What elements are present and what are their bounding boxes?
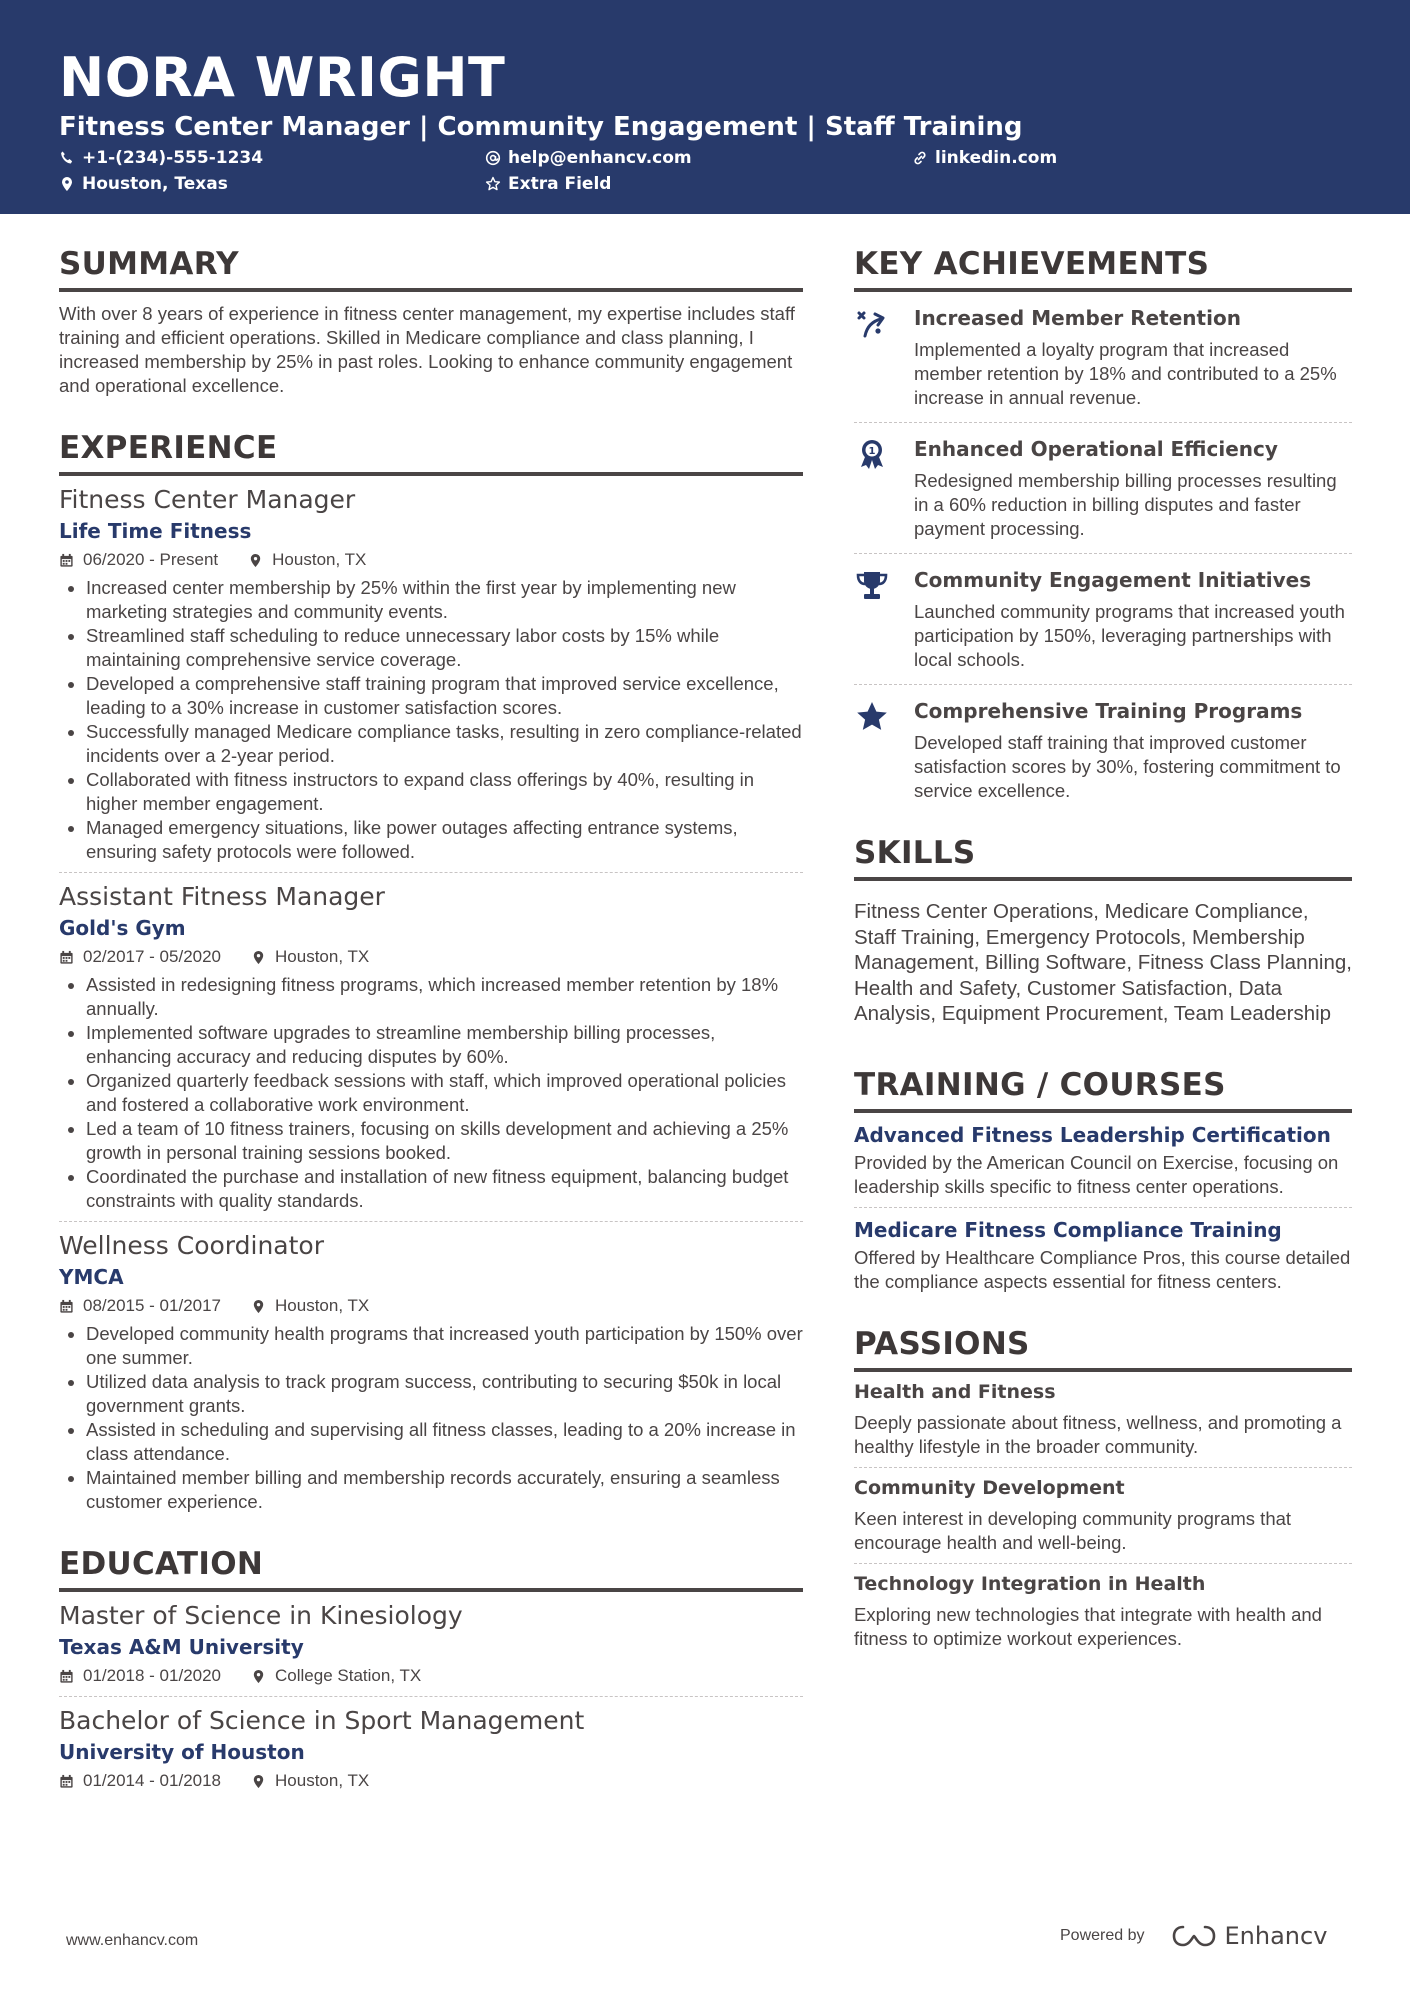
company-name: Gold's Gym — [59, 916, 186, 940]
education-entry — [59, 1592, 803, 1696]
course-title: Medicare Fitness Compliance Training — [854, 1217, 1282, 1242]
passion-desc: Deeply passionate about fitness, wellness, and promoting a healthy lifestyle in the broader community. — [854, 1411, 1342, 1457]
bullet-item: • Successfully managed Medicare compliance tasks, resulting in zero compliance-related incidents over a 2-year period. — [86, 720, 803, 768]
experience-entry — [59, 1221, 803, 1522]
location-text: Houston, Texas — [82, 174, 228, 194]
skills-section — [854, 833, 1352, 1027]
passion-item — [854, 1372, 1352, 1467]
map-pin-icon — [251, 950, 266, 965]
at-icon — [485, 150, 501, 166]
bullet-item: • Developed community health programs that increased youth participation by 150% over one summer. — [86, 1322, 803, 1370]
job-title: Fitness Center Manager — [59, 485, 356, 514]
job-title: Wellness Coordinator — [59, 1231, 324, 1260]
bullet-list — [59, 576, 803, 864]
map-pin-icon — [251, 1299, 266, 1314]
course-desc: Provided by the American Council on Exercise, focusing on leadership skills specific to fitness center operations. — [854, 1151, 1339, 1197]
section-title-skills: SKILLS — [854, 833, 1352, 881]
enhancv-logo-icon — [1171, 1923, 1217, 1949]
education-entry — [59, 1696, 803, 1801]
course-item — [854, 1113, 1352, 1207]
entry-dates: 06/2020 - Present — [83, 550, 219, 569]
bullet-item: • Collaborated with fitness instructors to expand class offerings by 40%, resulting in higher member engagement. — [86, 768, 803, 816]
linkedin-text: linkedin.com — [935, 148, 1058, 168]
entry-location: College Station, TX — [275, 1666, 422, 1685]
location-contact — [59, 173, 228, 195]
entry-location-group — [251, 945, 369, 969]
achievement-item — [854, 553, 1352, 684]
experience-entry — [59, 872, 803, 1221]
entry-location: Houston, TX — [272, 550, 367, 569]
achievement-desc: Launched community programs that increased youth participation by 150%, leveraging partnerships with local schools. — [914, 601, 1345, 670]
school-name: Texas A&M University — [59, 1635, 304, 1659]
company-name: YMCA — [59, 1265, 124, 1289]
section-title-achievements: KEY ACHIEVEMENTS — [854, 244, 1352, 292]
bullet-item: • Managed emergency situations, like power outages affecting entrance systems, ensuring safety protocols were followed. — [86, 816, 803, 864]
bullet-list — [59, 973, 803, 1213]
section-title-passions: PASSIONS — [854, 1324, 1352, 1372]
calendar-icon — [59, 950, 74, 965]
achievements-section — [854, 244, 1352, 815]
bullet-item: • Coordinated the purchase and installation of new fitness equipment, balancing budget constraints with quality standards. — [86, 1165, 803, 1213]
bullet-item: • Assisted in redesigning fitness programs, which increased member retention by 18% annually. — [86, 973, 803, 1021]
achievement-title: Comprehensive Training Programs — [914, 699, 1303, 723]
achievement-item — [854, 292, 1352, 422]
achievement-desc: Developed staff training that improved customer satisfaction scores by 30%, fostering commitment to service excellence. — [914, 732, 1341, 801]
course-title: Advanced Fitness Leadership Certification — [854, 1122, 1331, 1147]
achievement-desc: Redesigned membership billing processes resulting in a 60% reduction in billing disputes and faster payment processing. — [914, 470, 1337, 539]
email-text: help@enhancv.com — [508, 148, 692, 168]
bullet-item: • Increased center membership by 25% within the first year by implementing new marketing strategies and community events. — [86, 576, 803, 624]
email-contact[interactable] — [485, 147, 692, 169]
entry-dates: 01/2018 - 01/2020 — [83, 1666, 222, 1685]
extra-field — [485, 173, 611, 195]
star-outline-icon — [485, 176, 501, 192]
company-name: Life Time Fitness — [59, 519, 252, 543]
section-title-education: EDUCATION — [59, 1544, 803, 1592]
linkedin-contact[interactable] — [912, 147, 1057, 169]
passion-title: Community Development — [854, 1476, 1125, 1499]
school-name: University of Houston — [59, 1740, 305, 1764]
job-title: Assistant Fitness Manager — [59, 882, 385, 911]
degree-title: Bachelor of Science in Sport Management — [59, 1706, 585, 1735]
strategy-icon — [854, 306, 890, 342]
brand-name: Enhancv — [1224, 1922, 1328, 1950]
resume-header — [0, 0, 1410, 214]
bullet-item: • Assisted in scheduling and supervising all fitness classes, leading to a 20% increase in class attendance. — [86, 1418, 803, 1466]
left-column — [59, 244, 803, 1831]
bullet-item: • Maintained member billing and membership records accurately, ensuring a seamless customer experience. — [86, 1466, 803, 1514]
star-icon — [854, 699, 890, 735]
passion-item — [854, 1563, 1352, 1659]
entry-meta — [59, 945, 803, 969]
bullet-list — [59, 1322, 803, 1514]
entry-location-group — [251, 1294, 369, 1318]
section-title-training: TRAINING / COURSES — [854, 1065, 1352, 1113]
achievement-title: Community Engagement Initiatives — [914, 568, 1312, 592]
passion-desc: Exploring new technologies that integrate with health and fitness to optimize workout experiences. — [854, 1603, 1322, 1649]
calendar-icon — [59, 1299, 74, 1314]
passions-section — [854, 1324, 1352, 1659]
passion-title: Technology Integration in Health — [854, 1572, 1206, 1595]
summary-text: With over 8 years of experience in fitness center management, my expertise includes staff training and efficient operations. Skilled in Medicare compliance and class planning, I increased membership by 25% in past roles. Looking to enhance community engagement and operational excellence. — [59, 303, 795, 396]
bullet-item: • Streamlined staff scheduling to reduce unnecessary labor costs by 15% while maintaining comprehensive service coverage. — [86, 624, 803, 672]
passion-title: Health and Fitness — [854, 1380, 1056, 1403]
right-column — [854, 244, 1352, 1689]
bullet-item: • Utilized data analysis to track program success, contributing to securing $50k in local government grants. — [86, 1370, 803, 1418]
entry-location-group — [251, 1769, 369, 1793]
bullet-item: • Implemented software upgrades to streamline membership billing processes, enhancing accuracy and reducing disputes by 60%. — [86, 1021, 803, 1069]
bullet-item: • Developed a comprehensive staff training program that improved service excellence, leading to a 30% increase in customer satisfaction scores. — [86, 672, 803, 720]
passion-desc: Keen interest in developing community programs that encourage health and well-being. — [854, 1507, 1292, 1553]
achievement-title: Enhanced Operational Efficiency — [914, 437, 1278, 461]
map-pin-icon — [251, 1669, 266, 1684]
bullet-item: • Led a team of 10 fitness trainers, focusing on skills development and achieving a 25% growth in personal training sessions booked. — [86, 1117, 803, 1165]
entry-dates: 01/2014 - 01/2018 — [83, 1771, 222, 1790]
achievement-item — [854, 684, 1352, 815]
extra-text: Extra Field — [508, 174, 612, 194]
entry-location: Houston, TX — [275, 947, 370, 966]
skills-text: Fitness Center Operations, Medicare Compliance, Staff Training, Emergency Protocols, Membership Management, Billing Software, Fitness Class Planning, Health and Safety, Customer Satisfaction, Data Analysis, Equipment Procurement, Team Leadership — [854, 900, 1352, 1025]
phone-icon — [59, 150, 75, 166]
phone-contact[interactable] — [59, 147, 263, 169]
map-pin-icon — [248, 553, 263, 568]
experience-section — [59, 428, 803, 1522]
entry-meta — [59, 1664, 803, 1688]
passion-item — [854, 1467, 1352, 1563]
training-section — [854, 1065, 1352, 1302]
trophy-icon — [854, 568, 890, 604]
headline: Fitness Center Manager | Community Engagement | Staff Training — [59, 112, 1023, 142]
entry-location: Houston, TX — [275, 1296, 370, 1315]
section-title-experience: EXPERIENCE — [59, 428, 803, 476]
candidate-name: NORA WRIGHT — [59, 46, 506, 109]
experience-entry — [59, 476, 803, 872]
entry-location-group — [251, 1664, 421, 1688]
map-pin-icon — [251, 1774, 266, 1789]
award-ribbon-icon — [854, 437, 890, 473]
entry-location-group — [248, 548, 366, 572]
svg-text:1: 1 — [868, 446, 876, 457]
powered-by-label: Powered by — [1060, 1927, 1145, 1944]
achievement-item — [854, 422, 1352, 553]
entry-meta — [59, 1294, 803, 1318]
achievement-desc: Implemented a loyalty program that increased member retention by 18% and contributed to a 25% increase in annual revenue. — [914, 339, 1337, 408]
summary-section — [59, 244, 803, 398]
entry-dates: 08/2015 - 01/2017 — [83, 1296, 222, 1315]
course-desc: Offered by Healthcare Compliance Pros, this course detailed the compliance aspects essential for fitness centers. — [854, 1246, 1351, 1292]
calendar-icon — [59, 1669, 74, 1684]
section-title-summary: SUMMARY — [59, 244, 803, 292]
footer-website[interactable]: www.enhancv.com — [66, 1932, 199, 1949]
phone-text: +1-(234)-555-1234 — [82, 148, 264, 168]
map-pin-icon — [59, 176, 75, 192]
calendar-icon — [59, 1774, 74, 1789]
achievement-title: Increased Member Retention — [914, 306, 1241, 330]
calendar-icon — [59, 553, 74, 568]
degree-title: Master of Science in Kinesiology — [59, 1601, 463, 1630]
entry-meta — [59, 1769, 803, 1793]
entry-dates: 02/2017 - 05/2020 — [83, 947, 222, 966]
link-icon — [912, 150, 928, 166]
entry-meta — [59, 548, 803, 572]
bullet-item: • Organized quarterly feedback sessions with staff, which improved operational policies and fostered a collaborative work environment. — [86, 1069, 803, 1117]
footer-branding[interactable] — [1060, 1922, 1327, 1950]
course-item — [854, 1207, 1352, 1302]
education-section — [59, 1544, 803, 1801]
entry-location: Houston, TX — [275, 1771, 370, 1790]
